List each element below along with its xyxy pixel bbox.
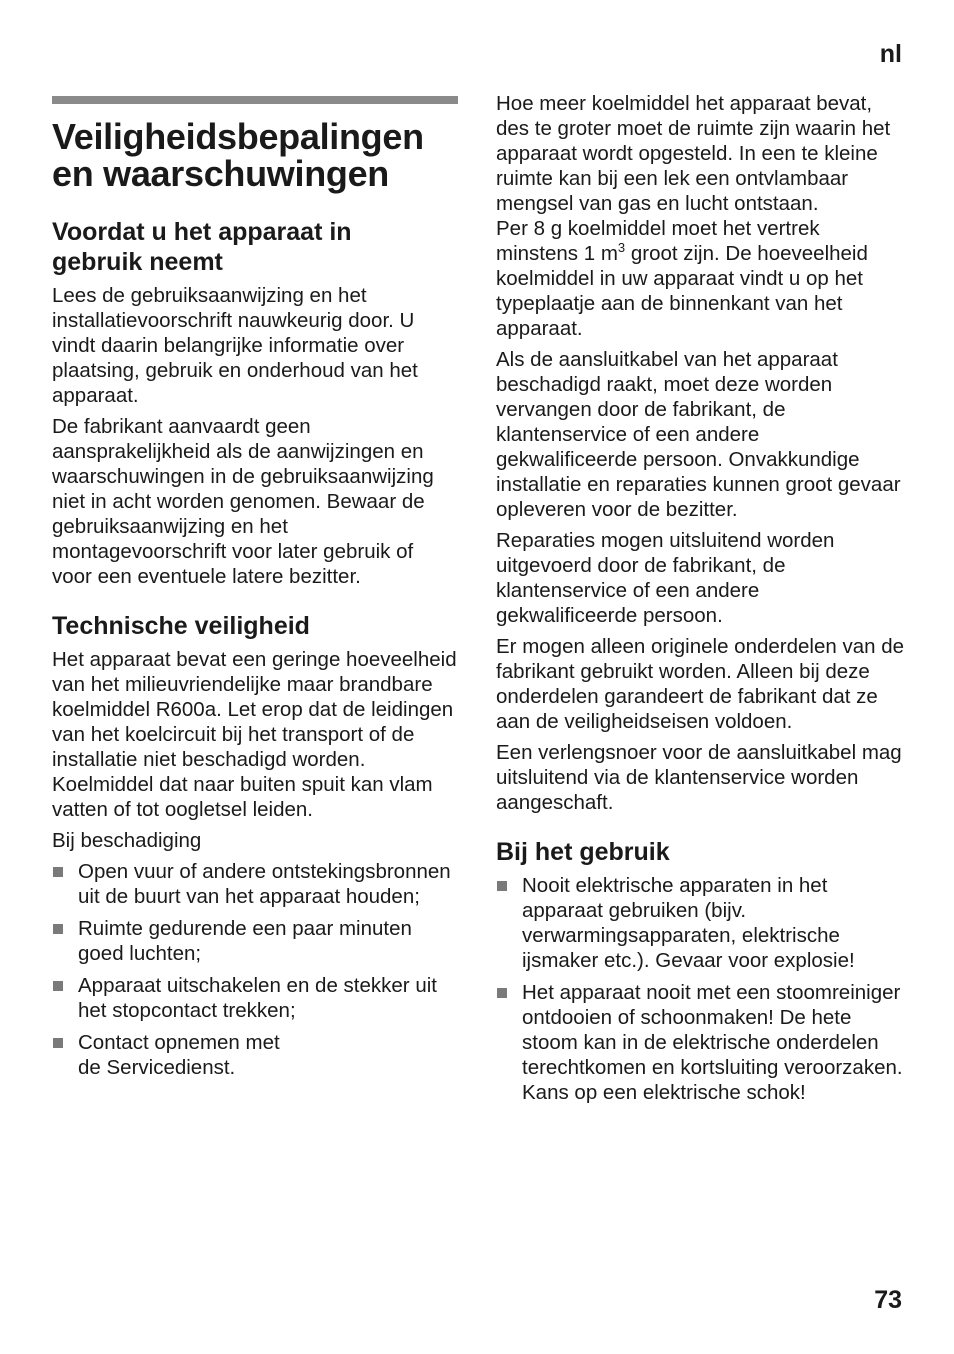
bullet-square-icon bbox=[53, 981, 63, 991]
page-number: 73 bbox=[874, 1286, 902, 1314]
list-item: Nooit elektrische apparaten in het apparaat gebruiken (bijv. verwarmingsapparaten, elektrische ijsmaker etc.). Gevaar voor explosie! bbox=[496, 873, 906, 973]
page-title: Veiligheidsbepalingen en waarschuwingen bbox=[52, 116, 424, 194]
list-item: Open vuur of andere ontstekingsbronnen uit de buurt van het apparaat houden; bbox=[52, 859, 458, 909]
damage-instructions-list bbox=[52, 859, 458, 1080]
right-column bbox=[496, 91, 906, 1112]
bullet-square-icon bbox=[497, 881, 507, 891]
paragraph: Per 8 g koelmiddel moet het vertrek minstens 1 $m^3$ groot zijn. De hoeveelheid koelmiddel in uw apparaat vindt u op het typeplaatje aan de binnenkant van het apparaat. bbox=[496, 217, 868, 340]
list-item: Apparaat uitschakelen en de stekker uit het stopcontact trekken; bbox=[52, 973, 458, 1023]
paragraph: Reparaties mogen uitsluitend worden uitgevoerd door de fabrikant, de klantenservice of een andere gekwalificeerde persoon. bbox=[496, 529, 835, 627]
paragraph: Er mogen alleen originele onderdelen van de fabrikant gebruikt worden. Alleen bij deze onderdelen garandeert de fabrikant dat ze aan de veiligheidseisen voldoen. bbox=[496, 635, 905, 733]
paragraph: Een verlengsnoer voor de aansluitkabel mag uitsluitend via de klantenservice worden aangeschaft. bbox=[496, 741, 902, 814]
paragraph: De fabrikant aanvaardt geen aansprakelijkheid als de aanwijzingen en waarschuwingen in de gebruiksaanwijzing niet in acht worden genomen. Bewaar de gebruiksaanwijzing en het montagevoorschrift voor later gebruik of voor een eventuele latere bezitter. bbox=[52, 415, 434, 588]
section-heading-before-use: Voordat u het apparaat in gebruik neemt bbox=[52, 218, 352, 276]
list-item: Ruimte gedurende een paar minuten goed luchten; bbox=[52, 916, 458, 966]
language-label: nl bbox=[879, 40, 902, 68]
paragraph: Lees de gebruiksaanwijzing en het installatievoorschrift nauwkeurig door. U vindt daarin belangrijke informatie over plaatsing, gebruik en onderhoud van het apparaat. bbox=[52, 284, 418, 407]
list-item: Het apparaat nooit met een stoomreiniger ontdooien of schoonmaken! De hete stoom kan in de elektrische onderdelen terechtkomen en kortsluiting veroorzaken. Kans op een elektrische schok! bbox=[496, 980, 906, 1105]
section-heading-during-use: Bij het gebruik bbox=[496, 838, 670, 866]
usage-warnings-list bbox=[496, 873, 906, 1105]
left-column bbox=[52, 96, 458, 1087]
section-heading-technical-safety: Technische veiligheid bbox=[52, 612, 310, 640]
bullet-square-icon bbox=[53, 1038, 63, 1048]
paragraph: Hoe meer koelmiddel het apparaat bevat, des te groter moet de ruimte zijn waarin het apparaat wordt opgesteld. In een te kleine ruimte kan bij een lek een ontvlambaar mengsel van gas en lucht ontstaan. bbox=[496, 92, 891, 215]
list-item: Contact opnemen met de Servicedienst. bbox=[52, 1030, 308, 1080]
paragraph: Het apparaat bevat een geringe hoeveelheid van het milieuvriendelijke maar brandbare koelmiddel R600a. Let erop dat de leidingen van het koelcircuit bij het transport of de installatie niet beschadigd worden. Koelmiddel dat naar buiten spuit kan vlam vatten of tot oogletsel leiden. bbox=[52, 648, 457, 821]
title-rule bbox=[52, 96, 458, 104]
bullet-square-icon bbox=[497, 988, 507, 998]
paragraph: Bij beschadiging bbox=[52, 829, 202, 852]
paragraph: Als de aansluitkabel van het apparaat beschadigd raakt, moet deze worden vervangen door de fabrikant, de klantenservice of een andere gekwalificeerde persoon. Onvakkundige installatie en reparaties kunnen groot gevaar opleveren voor de bezitter. bbox=[496, 348, 901, 521]
bullet-square-icon bbox=[53, 867, 63, 877]
bullet-square-icon bbox=[53, 924, 63, 934]
